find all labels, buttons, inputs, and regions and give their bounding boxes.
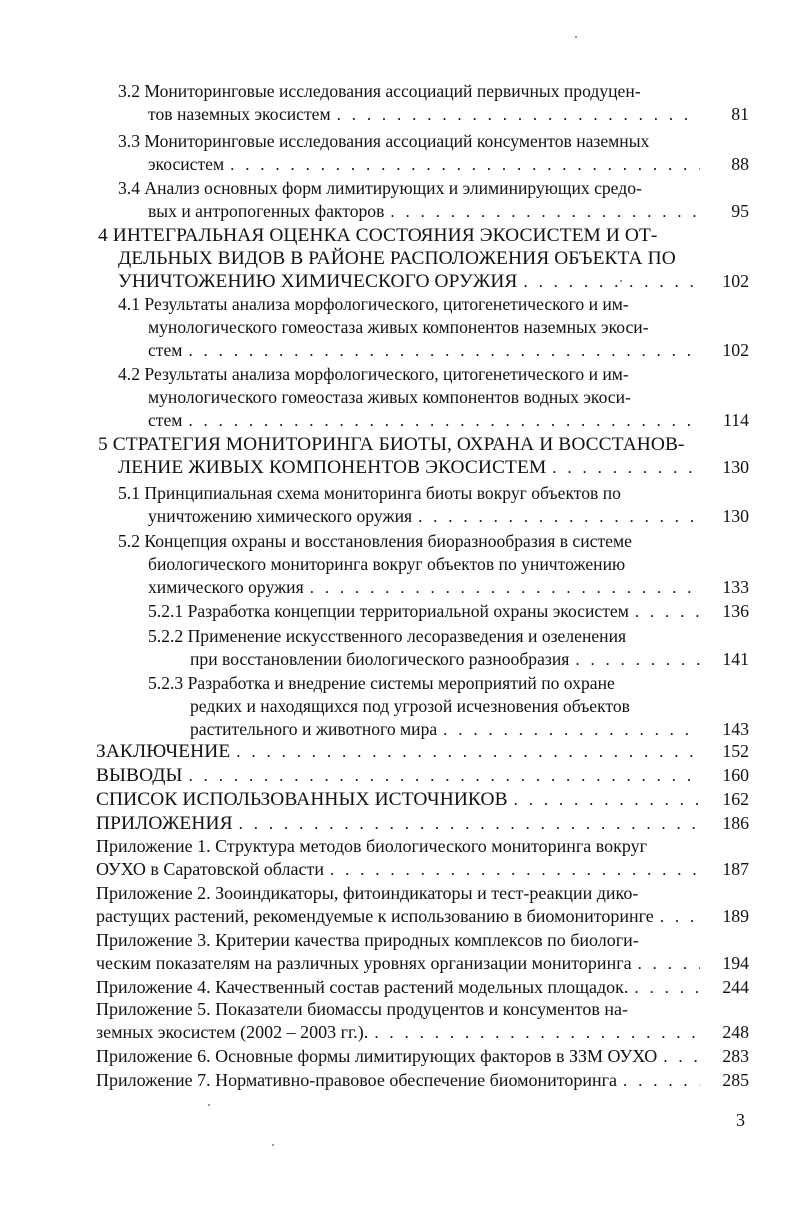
toc-entry-text: 5.2.1 Разработка концепции территориальной охраны экосистем [148, 601, 629, 621]
toc-page-number: 160 [722, 765, 749, 785]
dot-leader [188, 409, 700, 432]
toc-page-number: 81 [731, 104, 749, 124]
dot-leader [575, 648, 700, 671]
toc-page-number: 285 [722, 1070, 749, 1090]
toc-entry-text: стем [148, 410, 183, 430]
toc-page-number: 95 [731, 201, 749, 221]
toc-entry-line [0, 600, 793, 623]
dot-leader [638, 952, 700, 975]
toc-entry-text: Приложение 7. Нормативно-правовое обеспечение биомониторинга [96, 1070, 618, 1090]
dot-leader [189, 764, 700, 787]
toc-page-number: 133 [722, 577, 749, 597]
scan-speck [208, 1104, 210, 1106]
toc-entry-line [0, 293, 793, 316]
toc-entry-text: растущих растений, рекомендуемые к использованию в биомониторинге [96, 906, 654, 926]
toc-entry-line [0, 316, 793, 339]
toc-entry-text: СПИСОК ИСПОЛЬЗОВАННЫХ ИСТОЧНИКОВ [96, 789, 508, 810]
toc-entry-line [0, 224, 793, 247]
toc-page-number: 141 [722, 649, 749, 669]
dot-leader [514, 788, 700, 811]
toc-entry-text: мунологического гомеостаза живых компонентов наземных экоси- [148, 317, 649, 337]
dot-leader [623, 1069, 700, 1092]
toc-entry-line [0, 718, 793, 741]
toc-entry-text: 5 СТРАТЕГИЯ МОНИТОРИНГА БИОТЫ, ОХРАНА И ВОССТАНОВ- [98, 434, 685, 455]
dot-leader [663, 1045, 700, 1068]
dot-leader [443, 718, 700, 741]
toc-entry-line [0, 530, 793, 553]
toc-page-number: 88 [731, 154, 749, 174]
toc-page-number: 143 [722, 719, 749, 739]
toc-page-number: 102 [722, 271, 749, 291]
dot-leader [660, 905, 700, 928]
toc-entry-text: Приложение 1. Структура методов биологического мониторинга вокруг [96, 836, 647, 856]
toc-entry-text: Приложение 5. Показатели биомассы продуцентов и консументов на- [96, 999, 628, 1019]
toc-entry-text: тов наземных экосистем [148, 104, 331, 124]
toc-entry-line [0, 576, 793, 599]
toc-entry-text: 5.2.2 Применение искусственного лесоразведения и озеленения [148, 626, 627, 646]
toc-entry-line [0, 130, 793, 153]
toc-page-number: 114 [722, 410, 749, 430]
toc-entry-line [0, 740, 793, 763]
toc-entry-text: стем [148, 340, 183, 360]
toc-entry-text: растительного и животного мира [190, 719, 438, 739]
toc-entry-line [0, 625, 793, 648]
toc-entry-line [0, 929, 793, 952]
toc-entry-text: 3.3 Мониторинговые исследования ассоциаций консументов наземных [118, 131, 650, 151]
toc-entry-text: Приложение 2. Зооиндикаторы, фитоиндикаторы и тест-реакции дико- [96, 883, 639, 903]
toc-entry-text: редких и находящихся под угрозой исчезновения объектов [190, 696, 630, 716]
dot-leader [418, 505, 700, 528]
toc-page-number: 152 [722, 741, 749, 761]
dot-leader [634, 976, 700, 999]
toc-entry-text: вых и антропогенных факторов [148, 201, 385, 221]
toc-entry-text: биологического мониторинга вокруг объектов по уничтожению [148, 554, 626, 574]
toc-entry-text: 4.1 Результаты анализа морфологического, цитогенетического и им- [118, 294, 629, 314]
toc-entry-line [0, 80, 793, 103]
dot-leader [337, 103, 700, 126]
toc-page-number: 194 [722, 953, 749, 973]
toc-entry-line [0, 976, 793, 999]
toc-entry-text: ВЫВОДЫ [96, 765, 183, 786]
toc-entry-line [0, 153, 793, 176]
toc-entry-line [0, 812, 793, 835]
toc-entry-text: химического оружия [148, 577, 304, 597]
toc-page-number: 130 [722, 457, 749, 477]
toc-entry-text: 4 ИНТЕГРАЛЬНАЯ ОЦЕНКА СОСТОЯНИЯ ЭКОСИСТЕМ И ОТ- [98, 225, 658, 246]
toc-page-number: 102 [722, 340, 749, 360]
toc-entry-line [0, 835, 793, 858]
toc-entry-line [0, 386, 793, 409]
toc-entry-text: 5.1 Принципиальная схема мониторинга биоты вокруг объектов по [118, 483, 621, 503]
toc-entry-text: 5.2 Концепция охраны и восстановления биоразнообразия в системе [118, 531, 632, 551]
toc-entry-text: ДЕЛЬНЫХ ВИДОВ В РАЙОНЕ РАСПОЛОЖЕНИЯ ОБЪЕКТА ПО [118, 248, 676, 269]
toc-page-number: 162 [722, 789, 749, 809]
dot-leader [390, 200, 700, 223]
toc-entry-text: 3.2 Мониторинговые исследования ассоциаций первичных продуцен- [118, 81, 641, 101]
toc-page-number: 283 [722, 1046, 749, 1066]
toc-entry-line [0, 1045, 793, 1068]
toc-entry-text: 3.4 Анализ основных форм лимитирующих и элиминирующих средо- [118, 178, 642, 198]
dot-leader [330, 858, 700, 881]
scan-speck [620, 280, 622, 282]
toc-entry-line [0, 1021, 793, 1044]
dot-leader [552, 456, 700, 479]
toc-entry-text: экосистем [148, 154, 225, 174]
toc-entry-line [0, 905, 793, 928]
toc-entry-text: мунологического гомеостаза живых компонентов водных экоси- [148, 387, 631, 407]
toc-entry-text: 4.2 Результаты анализа морфологического, цитогенетического и им- [118, 364, 629, 384]
scan-speck [272, 1144, 274, 1146]
toc-entry-line [0, 200, 793, 223]
toc-entry-line [0, 764, 793, 787]
toc-entry-line [0, 858, 793, 881]
toc-entry-line [0, 695, 793, 718]
toc-entry-line [0, 456, 793, 479]
toc-entry-line [0, 505, 793, 528]
toc-entry-text: Приложение 6. Основные формы лимитирующих факторов в ЗЗМ ОУХО [96, 1046, 658, 1066]
toc-entry-line [0, 998, 793, 1021]
toc-page-number: 186 [722, 813, 749, 833]
toc-page-number: 248 [722, 1022, 749, 1042]
toc-entry-text: ЗАКЛЮЧЕНИЕ [96, 741, 231, 762]
toc-entry-text: при восстановлении биологического разнообразия [190, 649, 570, 669]
dot-leader [239, 812, 700, 835]
toc-entry-line [0, 409, 793, 432]
toc-entry-text: ческим показателям на различных уровнях организации мониторинга [96, 953, 632, 973]
toc-entry-line [0, 177, 793, 200]
page-number: 3 [736, 1110, 745, 1130]
toc-entry-text: 5.2.3 Разработка и внедрение системы мероприятий по охране [148, 673, 615, 693]
toc-entry-text: ОУХО в Саратовской области [96, 859, 324, 879]
dot-leader [635, 600, 700, 623]
toc-entry-line [0, 482, 793, 505]
toc-entry-line [0, 433, 793, 456]
toc-entry-line [0, 103, 793, 126]
dot-leader [236, 740, 700, 763]
toc-entry-line [0, 553, 793, 576]
toc-entry-line [0, 648, 793, 671]
dot-leader [188, 339, 700, 362]
dot-leader [374, 1021, 700, 1044]
toc-entry-text: уничтожению химического оружия [148, 506, 413, 526]
toc-entry-line [0, 882, 793, 905]
toc-entry-line [0, 363, 793, 386]
dot-leader [523, 270, 700, 293]
toc-entry-text: земных экосистем (2002 – 2003 гг.). [96, 1022, 369, 1042]
toc-page-number: 130 [722, 506, 749, 526]
toc-entry-line [0, 270, 793, 293]
toc-entry-text: Приложение 3. Критерии качества природных комплексов по биологи- [96, 930, 639, 950]
toc-entry-text: ПРИЛОЖЕНИЯ [96, 813, 233, 834]
dot-leader [230, 153, 700, 176]
toc-page-number: 187 [722, 859, 749, 879]
toc-page-number: 136 [722, 601, 749, 621]
toc-entry-line [0, 952, 793, 975]
toc-page-number: 189 [722, 906, 749, 926]
toc-page-number: 244 [722, 977, 749, 997]
toc-entry-line [0, 672, 793, 695]
dot-leader [310, 576, 700, 599]
toc-entry-text: Приложение 4. Качественный состав растений модельных площадок. [96, 977, 629, 997]
toc-entry-line [0, 788, 793, 811]
scan-speck [575, 36, 577, 38]
toc-entry-text: ЛЕНИЕ ЖИВЫХ КОМПОНЕНТОВ ЭКОСИСТЕМ [118, 457, 547, 478]
toc-entry-line [0, 339, 793, 362]
toc-entry-line [0, 247, 793, 270]
toc-entry-text: УНИЧТОЖЕНИЮ ХИМИЧЕСКОГО ОРУЖИЯ [118, 271, 518, 292]
toc-entry-line [0, 1069, 793, 1092]
